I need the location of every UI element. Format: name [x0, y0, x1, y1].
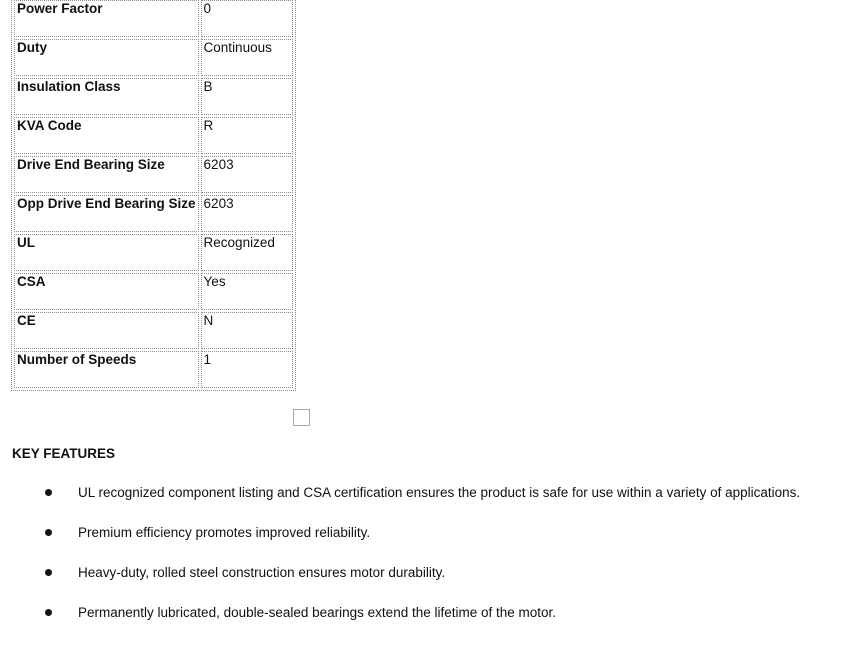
- spec-value: R: [201, 117, 293, 154]
- table-row: [14, 195, 293, 232]
- spec-value: Recognized: [201, 234, 293, 271]
- key-features-heading: KEY FEATURES: [12, 446, 116, 461]
- spec-label: UL: [14, 234, 199, 271]
- checkbox[interactable]: [293, 409, 310, 426]
- spec-label: CSA: [14, 273, 199, 310]
- feature-text: UL recognized component listing and CSA certification ensures the product is safe for use within a variety of applications.: [78, 485, 801, 500]
- feature-text: Permanently lubricated, double-sealed bearings extend the lifetime of the motor.: [78, 605, 557, 620]
- key-features-list: [0, 484, 864, 644]
- spec-label: Power Factor: [14, 0, 199, 37]
- list-item: [0, 564, 864, 604]
- bullet-icon: [45, 609, 52, 616]
- spec-value: 1: [201, 351, 293, 388]
- spec-label: Insulation Class: [14, 78, 199, 115]
- feature-text: Premium efficiency promotes improved reliability.: [78, 525, 371, 540]
- list-item: [0, 524, 864, 564]
- table-row: [14, 312, 293, 349]
- bullet-icon: [45, 569, 52, 576]
- bullet-icon: [45, 529, 52, 536]
- list-item: [0, 604, 864, 644]
- table-row: [14, 117, 293, 154]
- spec-label: Drive End Bearing Size: [14, 156, 199, 193]
- spec-label: Number of Speeds: [14, 351, 199, 388]
- table-row: [14, 0, 293, 37]
- bullet-icon: [45, 489, 52, 496]
- specifications-table: [11, 0, 296, 391]
- table-row: [14, 351, 293, 388]
- spec-value: Continuous: [201, 39, 293, 76]
- feature-text: Heavy-duty, rolled steel construction ensures motor durability.: [78, 565, 446, 580]
- table-row: [14, 78, 293, 115]
- spec-label: KVA Code: [14, 117, 199, 154]
- table-row: [14, 273, 293, 310]
- table-row: [14, 39, 293, 76]
- list-item: [0, 484, 864, 524]
- spec-value: B: [201, 78, 293, 115]
- spec-value: N: [201, 312, 293, 349]
- spec-value: Yes: [201, 273, 293, 310]
- spec-value: 0: [201, 0, 293, 37]
- spec-label: Duty: [14, 39, 199, 76]
- table-row: [14, 156, 293, 193]
- spec-label: Opp Drive End Bearing Size: [14, 195, 199, 232]
- spec-value: 6203: [201, 156, 293, 193]
- spec-value: 6203: [201, 195, 293, 232]
- spec-label: CE: [14, 312, 199, 349]
- table-row: [14, 234, 293, 271]
